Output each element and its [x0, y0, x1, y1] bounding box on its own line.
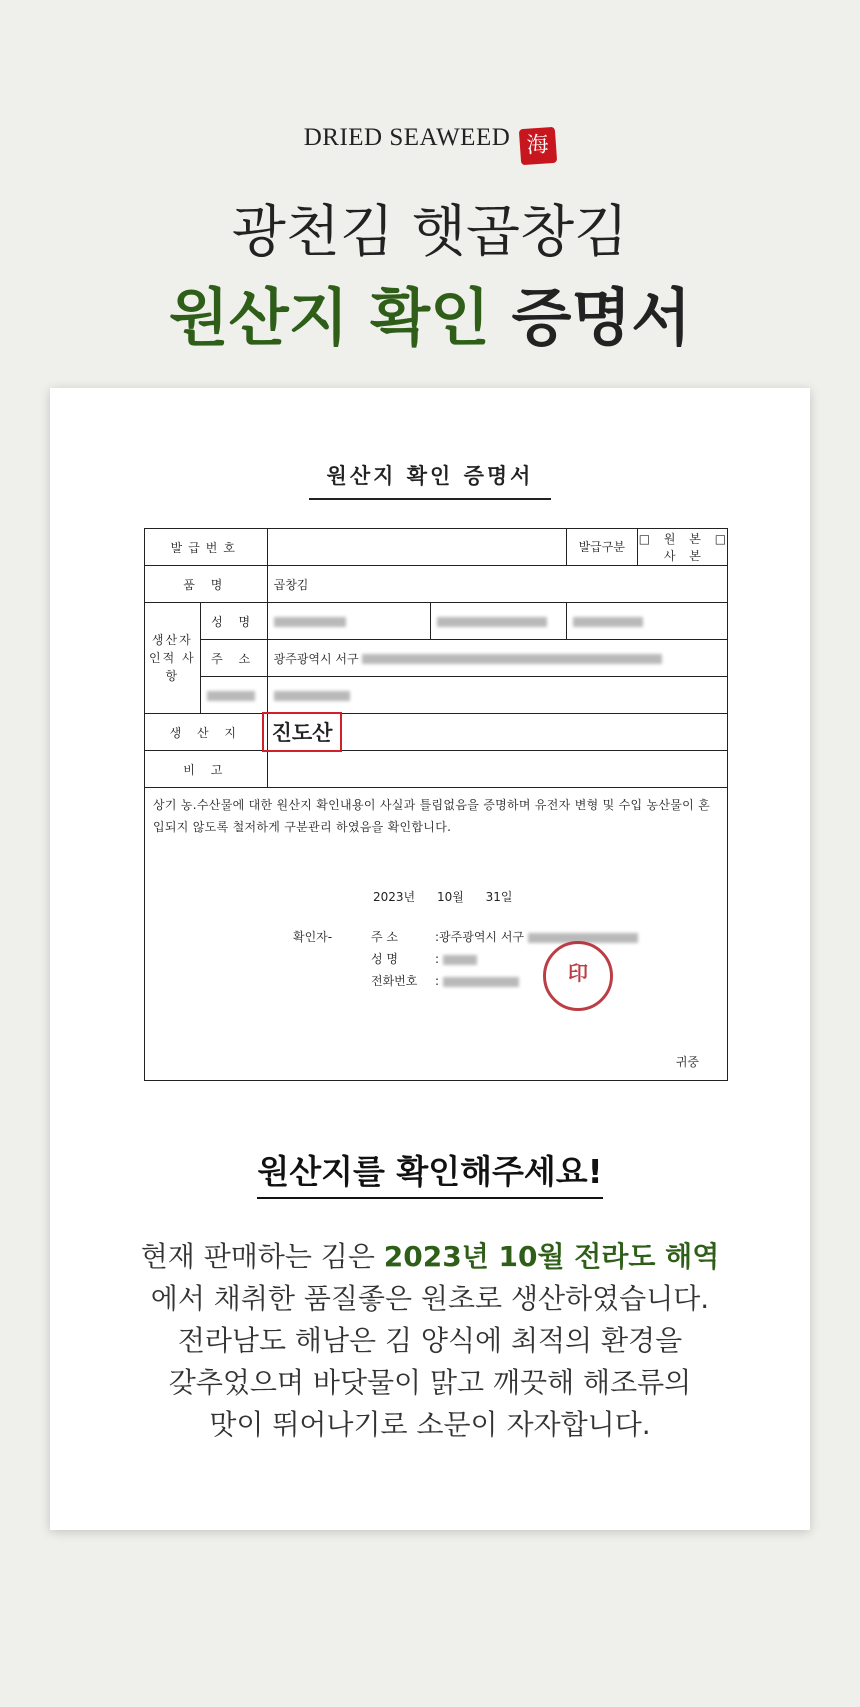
extra-label-redacted — [200, 677, 267, 714]
body-line4: 갖추었으며 바닷물이 맑고 깨끗해 해조류의 — [168, 1366, 692, 1399]
product-value: 곱창김 — [267, 566, 727, 603]
page-title-line2 — [0, 268, 860, 357]
confirmer-phone-value: : — [435, 974, 440, 988]
origin-label: 생 산 지 — [145, 714, 268, 751]
official-stamp-icon: 印 — [543, 941, 613, 1011]
extra-value-redacted — [267, 677, 727, 714]
address-value: 광주광역시 서구 — [267, 640, 727, 677]
name-value-redacted — [267, 603, 430, 640]
issue-date: 2023년 10월 31일 — [373, 890, 513, 904]
remarks-value — [267, 751, 727, 788]
body-line5: 맛이 뛰어나기로 소문이 자자합니다. — [209, 1408, 651, 1441]
statement-section — [145, 788, 728, 1081]
address-label: 주 소 — [200, 640, 267, 677]
name-label: 성 명 — [200, 603, 267, 640]
certificate-title: 원산지 확인 증명서 — [50, 460, 810, 500]
brand-header — [0, 124, 860, 164]
statement-text: 상기 농.수산물에 대한 원산지 확인내용이 사실과 틀림없음을 증명하며 유전자 변형 및 수입 농산물이 혼입되지 않도록 철저하게 구분관리 하였음을 확인합니다. — [153, 798, 711, 834]
origin-value — [267, 714, 727, 751]
copy-option: □ 사 본 — [663, 532, 727, 563]
page-title-line1: 광천김 햇곱창김 — [231, 200, 629, 265]
remarks-label: 비 고 — [145, 751, 268, 788]
body-line1-plain: 현재 판매하는 김은 — [140, 1240, 384, 1273]
certificate-form — [144, 528, 728, 1081]
confirmer-address-label: 주 소 — [371, 930, 398, 944]
issue-number-label: 발급번호 — [145, 529, 268, 566]
confirmer-label: 확인자- — [293, 930, 333, 944]
confirmer-phone-label: 전화번호 — [371, 974, 418, 988]
product-label: 품 명 — [145, 566, 268, 603]
producer-label: 생산자 인적 사항 — [145, 603, 201, 714]
issue-type-label: 발급구분 — [567, 529, 638, 565]
confirmer-name-label: 성 명 — [371, 952, 398, 966]
brand-seal-icon: 海 — [519, 127, 557, 165]
issue-number-value — [267, 529, 566, 566]
page-title-rest: 증명서 — [489, 281, 692, 354]
name-extra2-redacted — [566, 603, 727, 640]
page-title-highlight: 원산지 확인 — [168, 281, 490, 354]
brand-name: DRIED SEAWEED — [303, 124, 511, 151]
name-extra-redacted — [430, 603, 566, 640]
section-heading: 원산지를 확인해주세요! — [50, 1146, 810, 1193]
confirmer-name-value: : — [435, 952, 440, 966]
addressee-label: 귀중 — [675, 1055, 699, 1069]
confirmer-address-value: :광주광역시 서구 — [435, 930, 525, 944]
certificate-card — [50, 388, 810, 1530]
body-line1-highlight: 2023년 10월 전라도 해역 — [383, 1240, 720, 1273]
original-option: □ 원 본 — [638, 532, 701, 546]
origin-highlight-box: 진도산 — [262, 712, 343, 752]
body-line2: 에서 채취한 품질좋은 원초로 생산하였습니다. — [150, 1282, 710, 1315]
body-line3: 전라남도 해남은 김 양식에 최적의 환경을 — [177, 1324, 683, 1357]
description-text — [50, 1236, 810, 1446]
